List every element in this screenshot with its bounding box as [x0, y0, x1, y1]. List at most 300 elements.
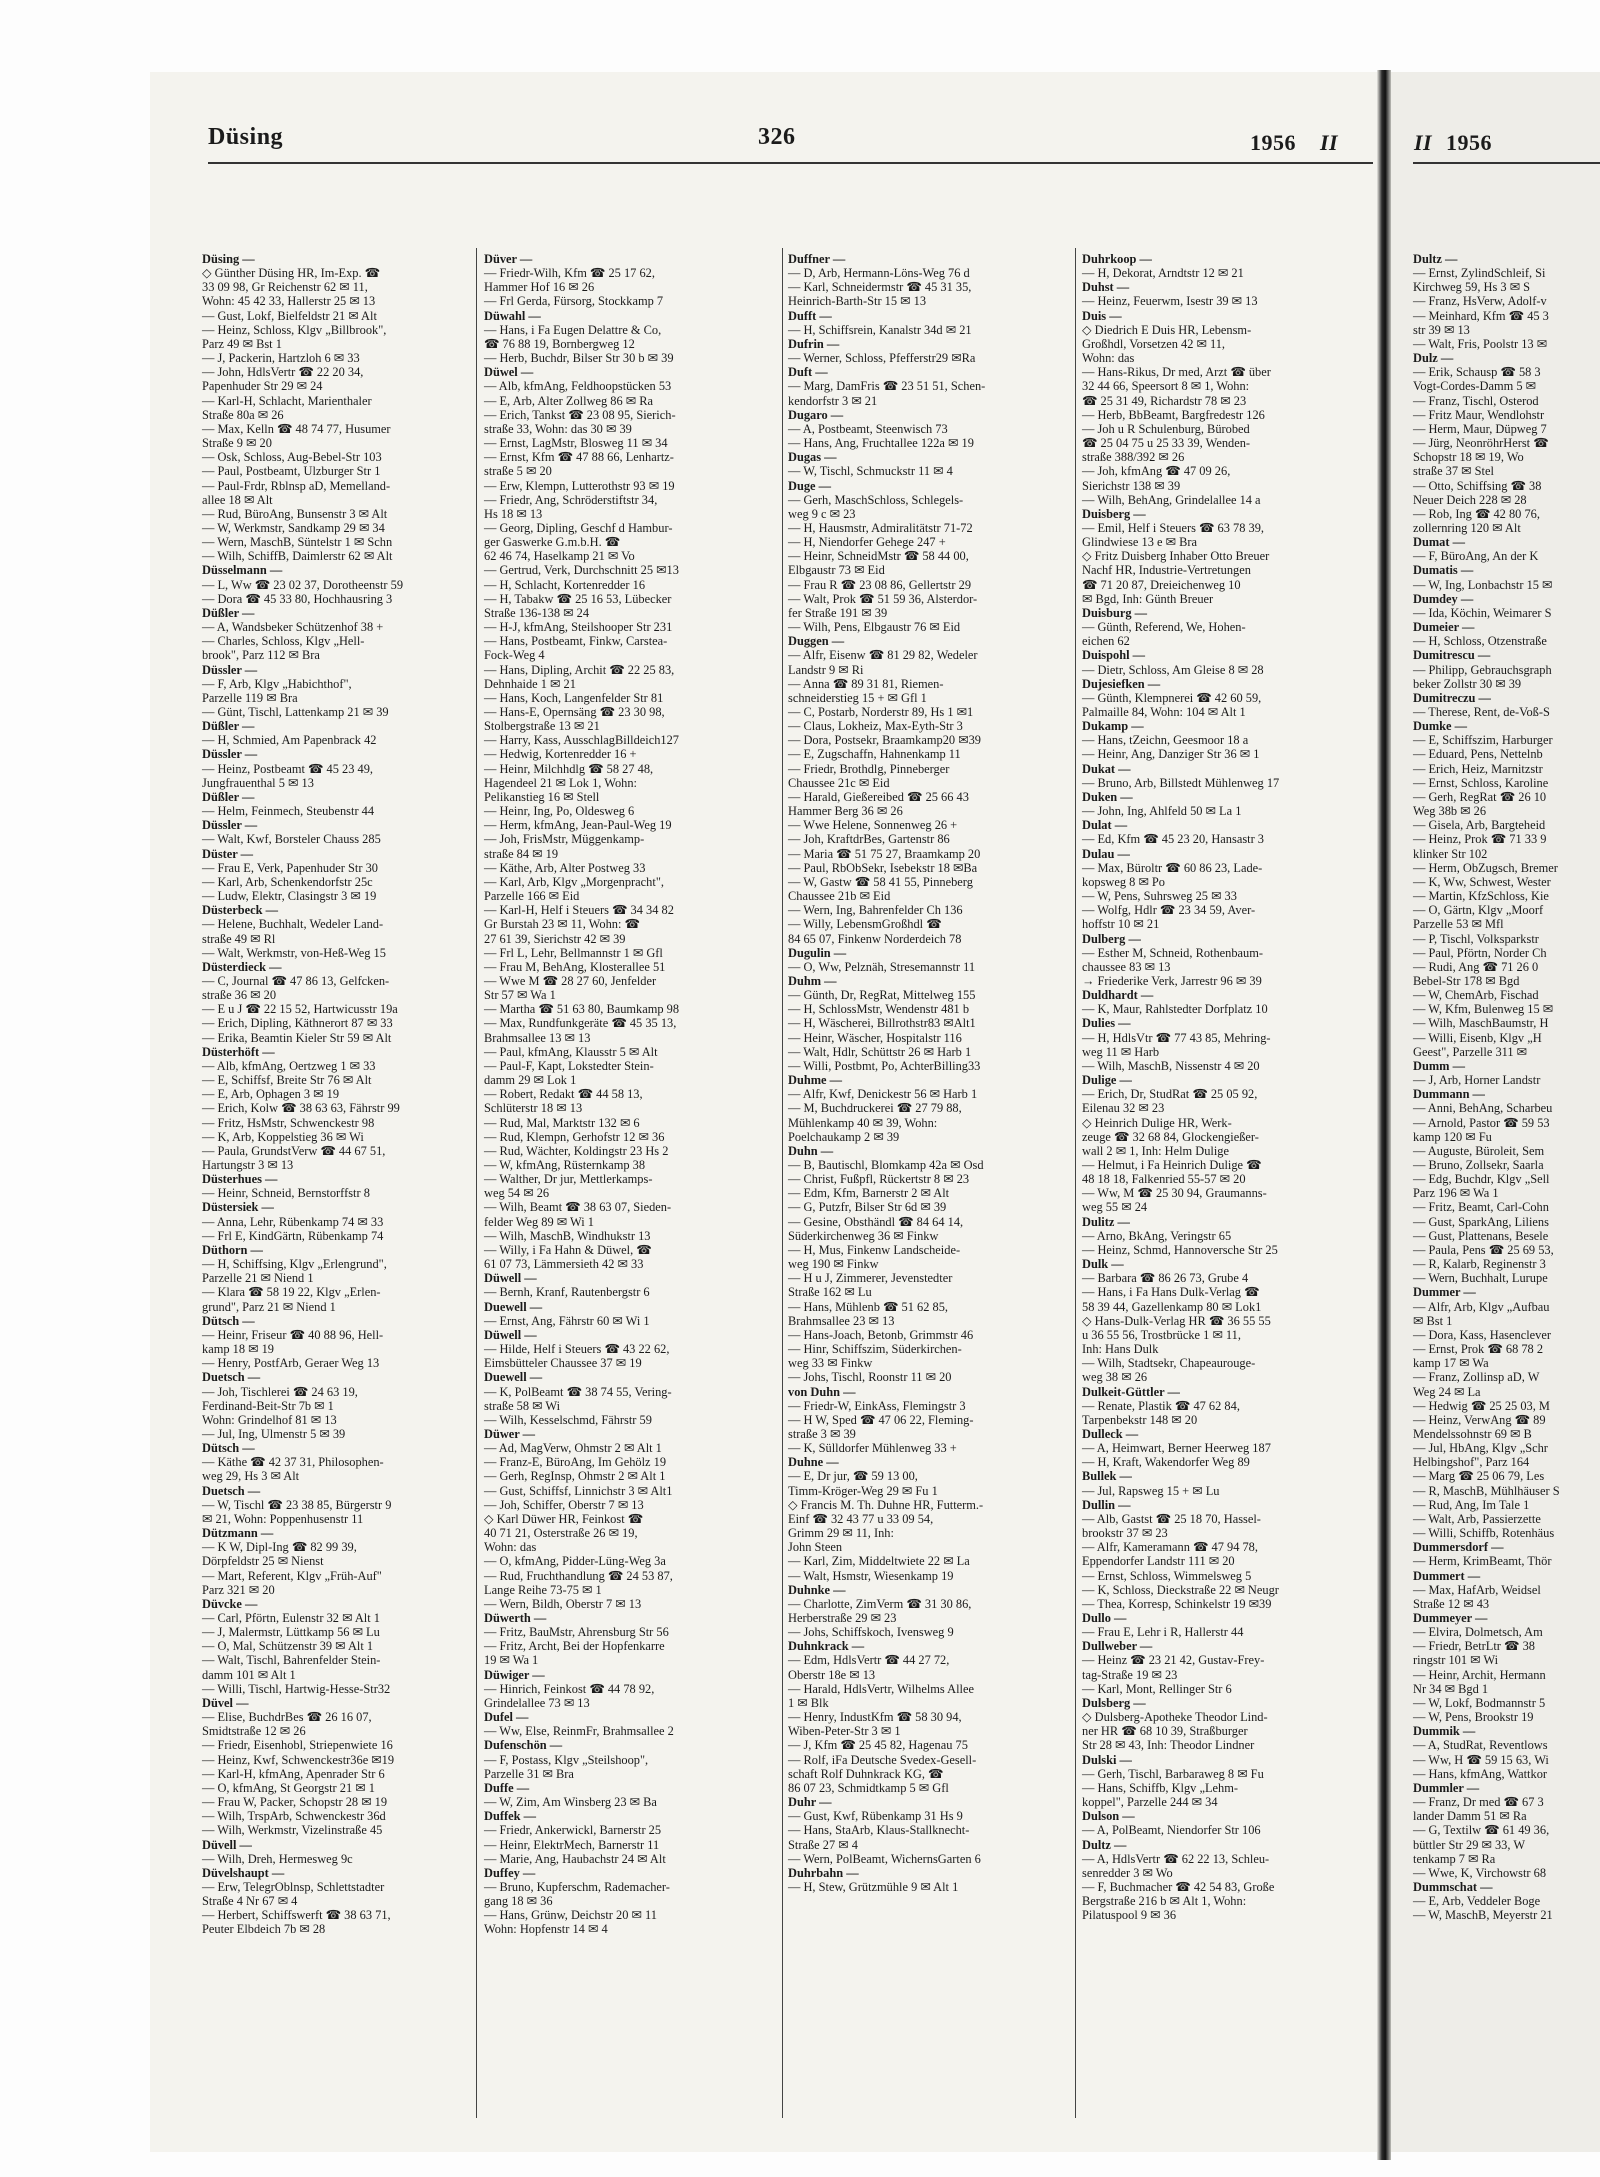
- directory-entry-line: — Joh, KraftdrBes, Gartenstr 86: [788, 832, 950, 847]
- directory-entry-line: — Arnold, Pastor ☎ 59 53: [1413, 1115, 1550, 1130]
- directory-entry-line: — Bruno, Kupferschm, Rademacher-: [484, 1879, 670, 1894]
- directory-entry-line: — Herm, kfmAng, Jean-Paul-Weg 19: [484, 818, 672, 833]
- directory-entry-line: — Heinr, Wäscher, Hospitalstr 116: [788, 1030, 962, 1045]
- directory-entry-line: — Jul, Rapsweg 15 + ✉ Lu: [1082, 1483, 1220, 1498]
- directory-entry-line: — H, Schlacht, Kortenredder 16: [484, 577, 646, 592]
- directory-entry-line: — Martha ☎ 51 63 80, Baumkamp 98: [484, 1002, 680, 1017]
- directory-entry-line: — Erich, Dipling, Käthnerort 87 ✉ 33: [202, 1016, 393, 1031]
- directory-entry-line: — Gerh, MaschSchloss, Schlegels-: [788, 492, 964, 507]
- directory-entry-line: — H, Hausmstr, Admiralitätstr 71-72: [788, 520, 973, 535]
- directory-entry-line: Bullek —: [1082, 1469, 1132, 1484]
- directory-entry-line: — Walt, Hdlr, Schüttstr 26 ✉ Harb 1: [788, 1044, 972, 1059]
- directory-entry-line: Düssler —: [202, 662, 258, 677]
- directory-entry-line: Oberstr 18e ✉ 13: [788, 1667, 876, 1682]
- directory-entry-line: — K W, Dipl-Ing ☎ 82 99 39,: [202, 1540, 357, 1555]
- directory-entry-line: Wohn: das: [484, 1540, 537, 1555]
- directory-entry-line: Düwel —: [484, 365, 534, 380]
- directory-entry-line: Duffe —: [484, 1780, 530, 1795]
- directory-entry-line: 33 09 98, Gr Reichenstr 62 ✉ 11,: [202, 280, 368, 295]
- directory-entry-line: — Ed, Kfm ☎ 45 23 20, Hansastr 3: [1082, 832, 1264, 847]
- directory-entry-line: — Wilh, Pens, Elbgaustr 76 ✉ Eid: [788, 620, 961, 635]
- directory-entry-line: — Bernh, Kranf, Rautenbergstr 6: [484, 1285, 650, 1300]
- directory-entry-line: — F, Postass, Klgv „Steilshoop",: [484, 1752, 649, 1767]
- directory-entry-line: Dumm —: [1413, 1058, 1465, 1073]
- directory-entry-line: — Wern, Buchhalt, Lurupe: [1413, 1271, 1548, 1286]
- directory-entry-line: — Frau M, BehAng, Klosterallee 51: [484, 959, 666, 974]
- directory-entry-line: — W, Werkmstr, Sandkamp 29 ✉ 34: [202, 520, 385, 535]
- directory-entry-line: — Rolf, iFa Deutsche Svedex-Gesell-: [788, 1752, 977, 1767]
- directory-entry-line: Dumitreczu —: [1413, 690, 1491, 705]
- directory-entry-line: Parzelle 21 ✉ Niend 1: [202, 1271, 314, 1286]
- directory-entry-line: — Käthe, Arb, Alter Postweg 33: [484, 860, 646, 875]
- directory-entry-line: — E, Schiffszim, Harburger: [1413, 733, 1553, 748]
- directory-entry-line: Mendelssohnstr 69 ✉ B: [1413, 1426, 1532, 1441]
- directory-entry-line: — Walt, Kwf, Borsteler Chauss 285: [202, 832, 381, 847]
- directory-entry-line: gang 18 ✉ 36: [484, 1894, 553, 1909]
- directory-entry-line: — Wilh, MaschBaumstr, H: [1413, 1016, 1549, 1031]
- directory-entry-line: Straße 4 Nr 67 ✉ 4: [202, 1894, 298, 1909]
- directory-entry-line: — Hans-Joach, Betonb, Grimmstr 46: [788, 1327, 974, 1342]
- directory-entry-line: — Heinr, Ang, Danziger Str 36 ✉ 1: [1082, 747, 1260, 762]
- directory-entry-line: — O, Mal, Schützenstr 39 ✉ Alt 1: [202, 1639, 374, 1654]
- directory-entry-line: — Gertrud, Verk, Durchschnitt 25 ✉13: [484, 563, 679, 578]
- directory-entry-line: — H, Mus, Finkenw Landscheide-: [788, 1242, 961, 1257]
- directory-entry-line: — Fritz, HsMstr, Schwenckestr 98: [202, 1115, 375, 1130]
- directory-entry-line: Parz 49 ✉ Bst 1: [202, 336, 282, 351]
- directory-entry-line: ◇ Dulsberg-Apotheke Theodor Lind-: [1082, 1710, 1268, 1725]
- directory-entry-line: weg 55 ✉ 24: [1082, 1200, 1148, 1215]
- directory-entry-line: — Frl L, Lehr, Bellmannstr 1 ✉ Gfl: [484, 945, 663, 960]
- directory-entry-line: — Hans-Rikus, Dr med, Arzt ☎ über: [1082, 365, 1271, 380]
- directory-entry-line: — Willy, LebensmGroßhdl ☎: [788, 917, 942, 932]
- directory-entry-line: Wohn: Grindelhof 81 ✉ 13: [202, 1412, 337, 1427]
- directory-entry-line: — Heinz, VerwAng ☎ 89: [1413, 1412, 1546, 1427]
- directory-entry-line: — C, Postarb, Norderstr 89, Hs 1 ✉1: [788, 705, 974, 719]
- directory-entry-line: Einf ☎ 32 43 77 u 33 09 54,: [788, 1511, 934, 1526]
- page-number: 326: [758, 124, 796, 150]
- directory-entry-line: — Osk, Schloss, Aug-Bebel-Str 103: [202, 450, 382, 465]
- directory-entry-line: — Hans, i Fa Hans Dulk-Verlag ☎: [1082, 1285, 1260, 1300]
- directory-entry-line: Dulk —: [1082, 1257, 1124, 1272]
- directory-entry-line: — Hans, Ang, Fruchtallee 122a ✉ 19: [788, 436, 974, 451]
- directory-entry-line: — Wilh, Stadtsekr, Chapeaurouge-: [1082, 1356, 1256, 1371]
- directory-entry-line: — W, Ing, Lonbachstr 15 ✉: [1413, 577, 1553, 592]
- directory-entry-line: — Frl Gerda, Fürsorg, Stockkamp 7: [484, 294, 664, 309]
- directory-entry-line: Duispohl —: [1082, 648, 1146, 663]
- directory-entry-line: Hartungstr 3 ✉ 13: [202, 1158, 294, 1172]
- facing-header-rule: [1413, 162, 1600, 164]
- directory-entry-line: — F, BüroAng, An der K: [1413, 549, 1539, 564]
- directory-entry-line: Dumatis —: [1413, 563, 1474, 578]
- directory-entry-line: senredder 3 ✉ Wo: [1082, 1865, 1173, 1880]
- directory-entry-line: Dukamp —: [1082, 719, 1144, 734]
- directory-entry-line: Straße 162 ✉ Lu: [788, 1285, 872, 1300]
- directory-entry-line: — Paula, Pens ☎ 25 69 53,: [1413, 1242, 1554, 1257]
- directory-entry-line: Wohn: das: [1082, 351, 1135, 366]
- directory-entry-line: 86 07 23, Schmidtkamp 5 ✉ Gfl: [788, 1780, 949, 1795]
- directory-entry-line: ◇ Heinrich Dulige HR, Werk-: [1082, 1115, 1232, 1130]
- directory-entry-line: — Erik, Schausp ☎ 58 3: [1413, 365, 1541, 380]
- directory-entry-line: — G, Textilw ☎ 61 49 36,: [1413, 1823, 1550, 1838]
- directory-entry-line: Duis —: [1082, 308, 1122, 323]
- directory-entry-line: — Franz, Tischl, Osterod: [1413, 393, 1539, 408]
- directory-entry-line: Dehnhaide 1 ✉ 21: [484, 676, 576, 691]
- directory-entry-line: Dultz —: [1082, 1837, 1127, 1852]
- directory-entry-line: — Elise, BuchdrBes ☎ 26 16 07,: [202, 1710, 372, 1725]
- directory-entry-line: Str 57 ✉ Wa 1: [484, 988, 556, 1003]
- directory-entry-line: Chaussee 21b ✉ Eid: [788, 889, 891, 904]
- directory-entry-line: Duft —: [788, 365, 828, 380]
- directory-entry-line: — Walt, Arb, Passierzette: [1413, 1511, 1541, 1526]
- directory-entry-line: Düsterdieck —: [202, 959, 282, 974]
- directory-entry-line: — Heinz, Feuerwm, Isestr 39 ✉ 13: [1082, 294, 1258, 309]
- directory-entry-line: ◇ Francis M. Th. Duhne HR, Futterm.-: [788, 1497, 984, 1512]
- directory-entry-line: kopsweg 8 ✉ Po: [1082, 874, 1166, 889]
- directory-entry-line: damm 101 ✉ Alt 1: [202, 1667, 296, 1682]
- directory-entry-line: Düver —: [484, 252, 533, 266]
- directory-entry-line: — Dora, Kass, Hasenclever: [1413, 1327, 1551, 1342]
- directory-entry-line: Chaussee 21c ✉ Eid: [788, 775, 890, 790]
- directory-entry-line: Straße 9 ✉ 20: [202, 436, 272, 451]
- directory-entry-line: — F, Buchmacher ☎ 42 54 83, Große: [1082, 1879, 1275, 1894]
- directory-entry-line: — D, Arb, Hermann-Löns-Weg 76 d: [788, 266, 970, 281]
- directory-entry-line: — O, kfmAng, Pidder-Lüng-Weg 3a: [484, 1554, 666, 1569]
- directory-entry-line: — O, kfmAng, St Georgstr 21 ✉ 1: [202, 1780, 375, 1795]
- directory-entry-line: Eilenau 32 ✉ 23: [1082, 1101, 1165, 1116]
- directory-entry-line: → Friederike Verk, Jarrestr 96 ✉ 39: [1082, 973, 1262, 988]
- directory-column-4: [1082, 252, 1279, 1922]
- directory-entry-line: ◇ Hans-Dulk-Verlag HR ☎ 36 55 55: [1082, 1313, 1271, 1328]
- directory-entry-line: chaussee 83 ✉ 13: [1082, 959, 1171, 974]
- directory-entry-line: — Herm, Maur, Düpweg 7: [1413, 421, 1547, 436]
- directory-entry-line: — Harry, Kass, AusschlagBilldeich127: [484, 733, 680, 748]
- directory-entry-line: — Alb, kfmAng, Feldhoopstücken 53: [484, 379, 672, 394]
- directory-entry-line: — K, Arb, Koppelstieg 36 ✉ Wi: [202, 1129, 364, 1144]
- directory-entry-line: — Eduard, Pens, Nettelnb: [1413, 747, 1543, 762]
- directory-entry-line: — L, Ww ☎ 23 02 37, Dorotheenstr 59: [202, 577, 404, 592]
- directory-entry-line: Vogt-Cordes-Damm 5 ✉: [1413, 379, 1537, 394]
- directory-entry-line: Geest", Parzelle 311 ✉: [1413, 1044, 1528, 1059]
- directory-entry-line: — E, Arb, Veddeler Boge: [1413, 1894, 1541, 1909]
- directory-entry-line: Mühlenkamp 40 ✉ 39, Wohn:: [788, 1115, 938, 1130]
- directory-entry-line: Papenhuder Str 29 ✉ 24: [202, 379, 323, 394]
- directory-entry-line: weg 54 ✉ 26: [484, 1186, 550, 1201]
- directory-entry-line: Kirchweg 59, Hs 3 ✉ S: [1413, 280, 1531, 295]
- directory-entry-line: — C, Journal ☎ 47 86 13, Gelfcken-: [202, 973, 390, 988]
- directory-entry-line: — Harald, HdlsVertr, Wilhelms Allee: [788, 1681, 974, 1696]
- directory-entry-line: Düwahl —: [484, 308, 541, 323]
- directory-entry-line: Dukat —: [1082, 761, 1131, 776]
- directory-entry-line: — F, Arb, Klgv „Habichthof",: [202, 676, 352, 691]
- directory-entry-line: Str 28 ✉ 43, Inh: Theodor Lindner: [1082, 1738, 1255, 1753]
- directory-entry-line: Parzelle 119 ✉ Bra: [202, 690, 298, 705]
- directory-entry-line: — Frau W, Packer, Schopstr 28 ✉ 19: [202, 1795, 388, 1810]
- directory-entry-line: — Wern, Bildh, Oberstr 7 ✉ 13: [484, 1596, 642, 1611]
- directory-entry-line: — E, Schiffsf, Breite Str 76 ✉ Alt: [202, 1073, 372, 1088]
- directory-entry-line: Duldhardt —: [1082, 988, 1154, 1003]
- directory-entry-line: ◇ Günther Düsing HR, Im-Exp. ☎: [202, 266, 381, 281]
- directory-entry-line: Duken —: [1082, 789, 1133, 804]
- directory-entry-line: Stolbergstraße 13 ✉ 21: [484, 719, 600, 734]
- directory-entry-line: Heinrich-Barth-Str 15 ✉ 13: [788, 294, 927, 309]
- directory-entry-line: Duhme —: [788, 1073, 843, 1088]
- directory-entry-line: Dulige —: [1082, 1073, 1132, 1088]
- directory-entry-line: Dugulin —: [788, 945, 847, 960]
- directory-entry-line: Smidtstraße 12 ✉ 26: [202, 1724, 306, 1739]
- directory-entry-line: — Alb, kfmAng, Oertzweg 1 ✉ 33: [202, 1058, 376, 1073]
- directory-entry-line: — Hans, Mühlenb ☎ 51 62 85,: [788, 1299, 948, 1314]
- directory-entry-line: — Herb, BbBeamt, Bargfredestr 126: [1082, 407, 1265, 422]
- directory-entry-line: — Emil, Helf i Steuers ☎ 63 78 39,: [1082, 520, 1264, 535]
- directory-entry-line: — Rud, BüroAng, Bunsenstr 3 ✉ Alt: [202, 506, 388, 521]
- directory-entry-line: klinker Str 102: [1413, 846, 1488, 861]
- directory-entry-line: Duggen —: [788, 634, 845, 649]
- directory-entry-line: — Gust, Lokf, Bielfeldstr 21 ✉ Alt: [202, 308, 377, 323]
- directory-entry-line: — Alfr, Arb, Klgv „Aufbau: [1413, 1299, 1550, 1314]
- directory-entry-line: — Klara ☎ 58 19 22, Klgv „Erlen-: [202, 1285, 381, 1300]
- directory-entry-line: Poelchaukamp 2 ✉ 39: [788, 1129, 900, 1144]
- directory-entry-line: — Gerh, RegInsp, Ohmstr 2 ✉ Alt 1: [484, 1469, 666, 1484]
- directory-entry-line: — Erw, Klempn, Lutterothstr 93 ✉ 19: [484, 478, 675, 493]
- directory-entry-line: — Friedr, Ankerwickl, Barnerstr 25: [484, 1823, 662, 1838]
- directory-entry-line: — Gust, Schiffsf, Linnichstr 3 ✉ Alt1: [484, 1483, 673, 1498]
- directory-entry-line: 27 61 39, Sierichstr 42 ✉ 39: [484, 931, 626, 946]
- directory-entry-line: — Willi, Postbmt, Po, AchterBilling33: [788, 1058, 981, 1073]
- directory-entry-line: Duffey —: [484, 1865, 536, 1880]
- directory-entry-line: Pelikanstieg 16 ✉ Stell: [484, 789, 600, 804]
- directory-entry-line: Duewell —: [484, 1370, 543, 1385]
- directory-entry-line: Düwell —: [484, 1327, 537, 1342]
- directory-entry-line: — Henry, PostfArb, Geraer Weg 13: [202, 1356, 380, 1371]
- directory-entry-line: Dummer —: [1413, 1285, 1476, 1300]
- directory-entry-line: Düstersiek —: [202, 1200, 274, 1215]
- directory-entry-line: Duhnke —: [788, 1582, 846, 1597]
- directory-entry-line: — A, Postbeamt, Steenwisch 73: [788, 421, 948, 436]
- directory-entry-line: — Frau R ☎ 23 08 86, Gellertstr 29: [788, 577, 972, 592]
- directory-entry-line: — Erich, Heiz, Marnitzstr: [1413, 761, 1543, 776]
- directory-entry-line: — A, HdlsVertr ☎ 62 22 13, Schleu-: [1082, 1851, 1270, 1866]
- directory-entry-line: — Otto, Schiffsing ☎ 38: [1413, 478, 1542, 493]
- directory-entry-line: — Wilh, BehAng, Grindelallee 14 a: [1082, 492, 1261, 507]
- directory-entry-line: Herberstraße 29 ✉ 23: [788, 1611, 897, 1625]
- directory-entry-line: 48 18 18, Falkenried 55-57 ✉ 20: [1082, 1172, 1246, 1187]
- directory-entry-line: Dummschat —: [1413, 1879, 1493, 1894]
- directory-entry-line: — Wilh, Dreh, Hermesweg 9c: [202, 1851, 353, 1866]
- directory-entry-line: Düwiger —: [484, 1667, 545, 1682]
- directory-entry-line: Tarpenbekstr 148 ✉ 20: [1082, 1412, 1198, 1427]
- column-divider: [476, 248, 477, 2118]
- directory-entry-line: — H, SchlossMstr, Wendenstr 481 b: [788, 1002, 970, 1017]
- directory-entry-line: — E, Dr jur, ☎ 59 13 00,: [788, 1469, 918, 1484]
- directory-entry-line: — Max, Rundfunkgeräte ☎ 45 35 13,: [484, 1016, 677, 1031]
- directory-entry-line: — Frl E, KindGärtn, Rübenkamp 74: [202, 1228, 384, 1243]
- directory-entry-line: — Hans, Grünw, Deichstr 20 ✉ 11: [484, 1908, 657, 1923]
- directory-entry-line: — Dora, Postsekr, Braamkamp20 ✉39: [788, 733, 981, 748]
- directory-entry-line: ringstr 101 ✉ Wi: [1413, 1653, 1499, 1668]
- directory-entry-line: — H, Dekorat, Arndtstr 12 ✉ 21: [1082, 266, 1244, 281]
- running-head: Düsing: [208, 124, 284, 150]
- directory-entry-line: Düvell —: [202, 1837, 252, 1852]
- directory-entry-line: — Joh, kfmAng ☎ 47 09 26,: [1082, 464, 1231, 479]
- directory-entry-line: — Fritz, BauMstr, Ahrensburg Str 56: [484, 1625, 669, 1640]
- directory-entry-line: — R, Kalarb, Reginenstr 3: [1413, 1257, 1546, 1272]
- directory-entry-line: ☎ 25 04 75 u 25 33 39, Wenden-: [1082, 436, 1251, 451]
- directory-entry-line: Dulski —: [1082, 1752, 1132, 1767]
- directory-entry-line: Hs 18 ✉ 13: [484, 506, 543, 521]
- directory-entry-line: — Friedr, Eisenhobl, Striepenwiete 16: [202, 1738, 393, 1753]
- directory-entry-line: — Herb, Buchdr, Bilser Str 30 b ✉ 39: [484, 351, 674, 366]
- directory-entry-line: — Walt, Hsmstr, Wiesenkamp 19: [788, 1568, 954, 1583]
- directory-entry-line: — Carl, Pförtn, Eulenstr 32 ✉ Alt 1: [202, 1611, 380, 1625]
- directory-entry-line: damm 29 ✉ Lok 1: [484, 1073, 577, 1088]
- directory-entry-line: straße 36 ✉ 20: [202, 988, 277, 1003]
- directory-entry-line: — Günth, Referend, We, Hohen-: [1082, 620, 1246, 635]
- directory-entry-line: — Max, Kelln ☎ 48 74 77, Husumer: [202, 421, 391, 436]
- directory-entry-line: ✉ Bgd, Inh: Günth Breuer: [1082, 591, 1214, 606]
- directory-entry-line: — Friedr-Wilh, Kfm ☎ 25 17 62,: [484, 266, 655, 281]
- directory-entry-line: — Hedwig ☎ 25 25 03, M: [1413, 1398, 1550, 1413]
- directory-entry-line: — Max, Büroltr ☎ 60 86 23, Lade-: [1082, 860, 1263, 875]
- directory-entry-line: Schopstr 18 ✉ 19, Wo: [1413, 450, 1524, 465]
- directory-entry-line: — Willi, Tischl, Hartwig-Hesse-Str32: [202, 1681, 391, 1696]
- directory-entry-line: Düsterhues —: [202, 1172, 278, 1187]
- directory-entry-line: ☎ 25 31 49, Richardstr 78 ✉ 23: [1082, 393, 1247, 408]
- directory-entry-line: Dummik —: [1413, 1724, 1476, 1739]
- directory-entry-line: — Ernst, Ang, Fährstr 60 ✉ Wi 1: [484, 1313, 650, 1328]
- directory-entry-line: — H, Schloss, Otzenstraße: [1413, 634, 1547, 649]
- directory-entry-line: — Renate, Plastik ☎ 47 62 84,: [1082, 1398, 1240, 1413]
- directory-entry-line: straße 84 ✉ 19: [484, 846, 559, 861]
- directory-entry-line: — Friedr, BetrLtr ☎ 38: [1413, 1639, 1535, 1654]
- directory-entry-line: Eppendorfer Landstr 111 ✉ 20: [1082, 1554, 1235, 1569]
- directory-entry-line: — Heinr, Friseur ☎ 40 88 96, Hell-: [202, 1327, 384, 1342]
- directory-entry-line: — H-J, kfmAng, Steilshooper Str 231: [484, 620, 673, 635]
- directory-entry-line: — Alfr, Eisenw ☎ 81 29 82, Wedeler: [788, 648, 978, 663]
- directory-entry-line: brookstr 37 ✉ 23: [1082, 1526, 1168, 1541]
- directory-entry-line: — Jul, HbAng, Klgv „Schr: [1413, 1441, 1548, 1456]
- directory-entry-line: Duge —: [788, 478, 832, 493]
- directory-entry-line: — Paul, Pförtn, Norder Ch: [1413, 945, 1547, 960]
- directory-entry-line: ner HR ☎ 68 10 39, Straßburger: [1082, 1724, 1248, 1739]
- directory-entry-line: schaft Rolf Duhnkrack KG, ☎: [788, 1766, 944, 1781]
- directory-entry-line: Brahmsallee 23 ✉ 13: [788, 1313, 895, 1328]
- directory-entry-line: — Friedr, Brothdlg, Pinneberger: [788, 761, 950, 776]
- directory-entry-line: ✉ 21, Wohn: Poppenhusenstr 11: [202, 1511, 364, 1526]
- directory-entry-line: — Erich, Kolw ☎ 38 63 63, Fährstr 99: [202, 1101, 400, 1116]
- directory-entry-line: — Georg, Dipling, Geschf d Hambur-: [484, 520, 673, 535]
- directory-column-3: [788, 252, 985, 1894]
- directory-entry-line: weg 29, Hs 3 ✉ Alt: [202, 1469, 300, 1484]
- directory-entry-line: — Karl-H, kfmAng, Apenrader Str 6: [202, 1766, 385, 1781]
- directory-entry-line: Dulleck —: [1082, 1426, 1139, 1441]
- directory-entry-line: — Ww, Else, ReinmFr, Brahmsallee 2: [484, 1724, 674, 1739]
- directory-entry-line: — Ludw, Elektr, Clasingstr 3 ✉ 19: [202, 889, 377, 904]
- directory-entry-line: Düsing —: [202, 252, 255, 266]
- directory-entry-line: — R, MaschB, Mühlhäuser S: [1413, 1483, 1560, 1498]
- directory-entry-line: kendorfstr 3 ✉ 21: [788, 393, 878, 408]
- directory-entry-line: — Rud, Fruchthandlung ☎ 24 53 87,: [484, 1568, 673, 1583]
- directory-entry-line: — Jürg, NeonröhrHerst ☎: [1413, 436, 1549, 451]
- directory-entry-line: — Philipp, Gebrauchsgraph: [1413, 662, 1552, 677]
- directory-entry-line: — Rudi, Ang ☎ 71 26 0: [1413, 959, 1539, 974]
- directory-entry-line: — Martin, KfzSchloss, Kie: [1413, 889, 1549, 904]
- directory-entry-line: Duetsch —: [202, 1483, 261, 1498]
- directory-entry-line: tag-Straße 19 ✉ 23: [1082, 1667, 1178, 1682]
- directory-column-2: [484, 252, 679, 1937]
- directory-entry-line: — Karl-H, Schlacht, Marienthaler: [202, 393, 372, 408]
- directory-entry-line: Hammer Berg 36 ✉ 26: [788, 804, 903, 819]
- directory-entry-line: Peuter Elbdeich 7b ✉ 28: [202, 1922, 326, 1937]
- directory-entry-line: Dummann —: [1413, 1087, 1485, 1102]
- directory-entry-line: Großhdl, Vorsetzen 42 ✉ 11,: [1082, 336, 1225, 351]
- directory-entry-line: Duhrbahn —: [788, 1865, 859, 1880]
- directory-entry-line: Duhrkoop —: [1082, 252, 1152, 266]
- directory-entry-line: Dummersdorf —: [1413, 1540, 1504, 1555]
- directory-entry-line: Dulat —: [1082, 818, 1128, 833]
- directory-entry-line: Parzelle 53 ✉ Mfl: [1413, 917, 1504, 932]
- directory-entry-line: Dullweber —: [1082, 1639, 1153, 1654]
- directory-entry-line: — Heinr, SchneidMstr ☎ 58 44 00,: [788, 549, 969, 564]
- directory-entry-line: straße 58 ✉ Wi: [484, 1398, 561, 1413]
- directory-entry-line: — A, StudRat, Reventlows: [1413, 1738, 1548, 1753]
- directory-entry-line: Wiben-Peter-Str 3 ✉ 1: [788, 1724, 901, 1739]
- directory-entry-line: — Gisela, Arb, Bargteheid: [1413, 818, 1546, 833]
- directory-entry-line: — E, Arb, Alter Zollweg 86 ✉ Ra: [484, 393, 654, 408]
- directory-entry-line: — Christ, Fußpfl, Rückertstr 8 ✉ 23: [788, 1172, 970, 1187]
- directory-entry-line: Sierichstr 138 ✉ 39: [1082, 478, 1181, 493]
- directory-entry-line: ◇ Diedrich E Duis HR, Lebensm-: [1082, 322, 1252, 337]
- directory-entry-line: — Gesine, Obsthändl ☎ 84 64 14,: [788, 1214, 964, 1229]
- directory-entry-line: Parz 321 ✉ 20: [202, 1582, 275, 1597]
- directory-entry-line: — Herbert, Schiffswerft ☎ 38 63 71,: [202, 1908, 391, 1923]
- directory-entry-line: — Günth, Dr, RegRat, Mittelweg 155: [788, 988, 976, 1003]
- directory-entry-line: 58 39 44, Gazellenkamp 80 ✉ Lok1: [1082, 1299, 1262, 1314]
- directory-entry-line: Dulsberg —: [1082, 1695, 1146, 1710]
- directory-entry-line: Dumitrescu —: [1413, 648, 1491, 663]
- directory-entry-line: — H, Tabakw ☎ 25 16 53, Lübecker: [484, 591, 672, 606]
- directory-entry-line: — M, Buchdruckerei ☎ 27 79 88,: [788, 1101, 962, 1116]
- directory-entry-line: Duewell —: [484, 1299, 543, 1314]
- directory-entry-line: — Hinrich, Feinkost ☎ 44 78 92,: [484, 1681, 655, 1696]
- directory-entry-line: — Karl-H, Helf i Steuers ☎ 34 34 82: [484, 903, 674, 918]
- directory-entry-line: Inh: Hans Dulk: [1082, 1342, 1159, 1357]
- directory-entry-line: Dulson —: [1082, 1809, 1135, 1824]
- directory-entry-line: — W, kfmAng, Rüsternkamp 38: [484, 1158, 646, 1172]
- directory-entry-line: — Maria ☎ 51 75 27, Braamkamp 20: [788, 846, 981, 861]
- directory-entry-line: — Marie, Ang, Haubachstr 24 ✉ Alt: [484, 1851, 666, 1866]
- directory-entry-line: Dulau —: [1082, 846, 1130, 861]
- directory-entry-line: — Rud, Mal, Marktstr 132 ✉ 6: [484, 1115, 640, 1130]
- directory-entry-line: Weg 24 ✉ La: [1413, 1384, 1481, 1399]
- directory-entry-line: Duhnkrack —: [788, 1639, 865, 1654]
- directory-entry-line: 32 44 66, Speersort 8 ✉ 1, Wohn:: [1082, 379, 1250, 394]
- directory-entry-line: Bebel-Str 178 ✉ Bgd: [1413, 973, 1520, 988]
- directory-entry-line: — Ernst, Schloss, Wimmelsweg 5: [1082, 1568, 1252, 1583]
- directory-entry-line: — Joh u R Schulenburg, Bürobed: [1082, 421, 1250, 436]
- directory-entry-line: Pilatuspool 9 ✉ 36: [1082, 1908, 1177, 1923]
- directory-entry-line: — Barbara ☎ 86 26 73, Grube 4: [1082, 1271, 1249, 1286]
- directory-entry-line: beker Zollstr 30 ✉ 39: [1413, 676, 1522, 691]
- directory-entry-line: Gr Burstah 23 ✉ 11, Wohn: ☎: [484, 917, 640, 932]
- directory-entry-line: Dulies —: [1082, 1016, 1131, 1031]
- directory-entry-line: Dumeier —: [1413, 620, 1475, 635]
- directory-entry-line: — Gerh, RegRat ☎ 26 10: [1413, 789, 1547, 804]
- directory-entry-line: Wohn: Hopfenstr 14 ✉ 4: [484, 1922, 608, 1937]
- header-volume: II: [1320, 130, 1339, 155]
- directory-entry-line: — Herm, ObZugsch, Bremer: [1413, 860, 1558, 875]
- directory-entry-line: — Walt, Prok ☎ 51 59 36, Alsterdor-: [788, 591, 978, 606]
- directory-entry-line: ☎ 71 20 87, Dreieichenweg 10: [1082, 577, 1241, 592]
